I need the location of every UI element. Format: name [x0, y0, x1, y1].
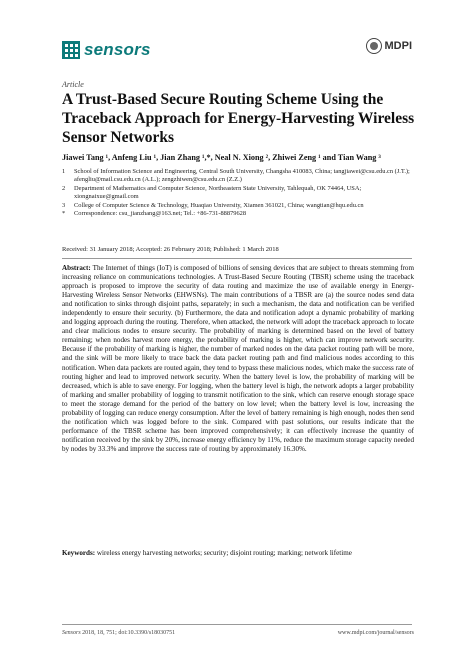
footer-citation [62, 630, 175, 636]
keywords-label: Keywords: [62, 549, 96, 557]
author-list: Jiawei Tang ¹, Anfeng Liu ¹, Jian Zhang ¹,*, Neal N. Xiong ², Zhiwei Zeng ¹ and Tian Wang ³ [62, 153, 381, 162]
correspondence [62, 210, 412, 218]
footer-url[interactable]: www.mdpi.com/journal/sensors [337, 630, 414, 636]
mdpi-logo-icon [366, 38, 382, 54]
publisher-logo [366, 38, 413, 54]
paper-title: A Trust-Based Secure Routing Scheme Using the Traceback Approach for Energy-Harvesting Wireless Sensor Networks [62, 91, 415, 146]
publication-dates: Received: 31 January 2018; Accepted: 26 February 2018; Published: 1 March 2018 [62, 246, 279, 253]
keywords-text: wireless energy harvesting networks; security; disjoint routing; marking; network lifetime [96, 549, 352, 557]
footer-citation-text: 2018, 18, 751; doi:10.3390/s18030751 [82, 630, 176, 636]
correspondence-marker: * [62, 210, 66, 218]
publisher-name: MDPI [384, 40, 412, 52]
affiliation-item [62, 168, 412, 185]
keywords [62, 549, 414, 558]
journal-logo [62, 38, 151, 62]
affiliation-item [62, 202, 412, 210]
affiliation-text: College of Computer Science & Technology, Huaqiao University, Xiamen 361021, China; wangtian@hqu.edu.cn [74, 201, 364, 209]
journal-name: sensors [84, 40, 151, 59]
abstract-text: The Internet of things (IoT) is composed of billions of sensing devices that are subject to threats stemming from increasing reliance on communications technologies. A Trust-Based Secure Routing (TBSR) scheme using the traceback approach is proposed to improve the security of data routing and maximize the use of available energy in Energy-Harvesting Wireless Sensor Networks (EHWSNs). The main contributions of a TBSR are (a) the source nodes send data and notification to sinks through disjoint paths, separately; in such a mechanism, the data and notification can be verified independently to ensure their security. (b) Furthermore, the data and notification adopt a dynamic probability of marking and logging approach during the routing. Therefore, when attacked, the network will adopt the traceback approach to locate and clear malicious nodes to ensure security. The probability of marking is determined based on the level of battery remaining; when nodes harvest more energy, the probability of marking is higher, which can improve network security. Because if the probability of marking is higher, the number of marked nodes on the data packet routing path will be more, and the sink will be more likely to trace back the data packet routing path and find malicious nodes according to this notification. When data packets are routed again, they tend to bypass these malicious nodes, which make the success rate of routing higher and lead to improved network security. When the battery level is low, the probability of marking will be decreased, which is able to save energy. For logging, when the battery level is high, the network adopts a larger probability of marking and smaller probability of logging to transmit notification to the sink, which can reserve enough storage space to meet the storage demand for the period of the battery on low level; when the battery level is low, increasing the probability of logging can reduce energy consumption. After the level of battery remaining is high enough, nodes then send the notification which was logged before to the sink. Compared with past solutions, our results indicate that the performance of the TBSR scheme has been improved comprehensively; it can effectively increase the quantity of notification received by the sink by 20%, increase energy efficiency by 11%, reduce the maximum storage capacity needed by nodes by 33.3% and improve the success rate of routing by approximately 16.30%. [62, 264, 414, 453]
correspondence-text: Correspondence: csu_jianzhang@163.net; Tel.: +86-731-88879628 [74, 210, 247, 218]
affiliation-item [62, 185, 412, 202]
affiliation-text: School of Information Science and Engineering, Central South University, Changsha 410083, China; tangjiawei@csu.edu.cn (J.T.); afengliu@mail.csu.edu.cn (A.L.); zengzhiwen@csu.edu.cn (Z.Z.) [74, 168, 410, 184]
affiliation-number: 1 [62, 168, 66, 175]
sensors-logo-icon [62, 41, 80, 59]
affiliation-number: 2 [62, 184, 66, 192]
abstract [62, 264, 414, 454]
affiliations [62, 168, 412, 218]
divider [62, 258, 412, 259]
footer-divider [62, 624, 412, 625]
article-type: Article [62, 80, 84, 89]
footer-journal: Sensors [62, 630, 81, 636]
affiliation-text: Department of Mathematics and Computer Science, Northeastern State University, Tahlequah, OK 74464, USA; xiongnaixue@gmail.com [74, 184, 362, 201]
affiliation-number: 3 [62, 201, 66, 209]
abstract-label: Abstract: [62, 264, 91, 272]
